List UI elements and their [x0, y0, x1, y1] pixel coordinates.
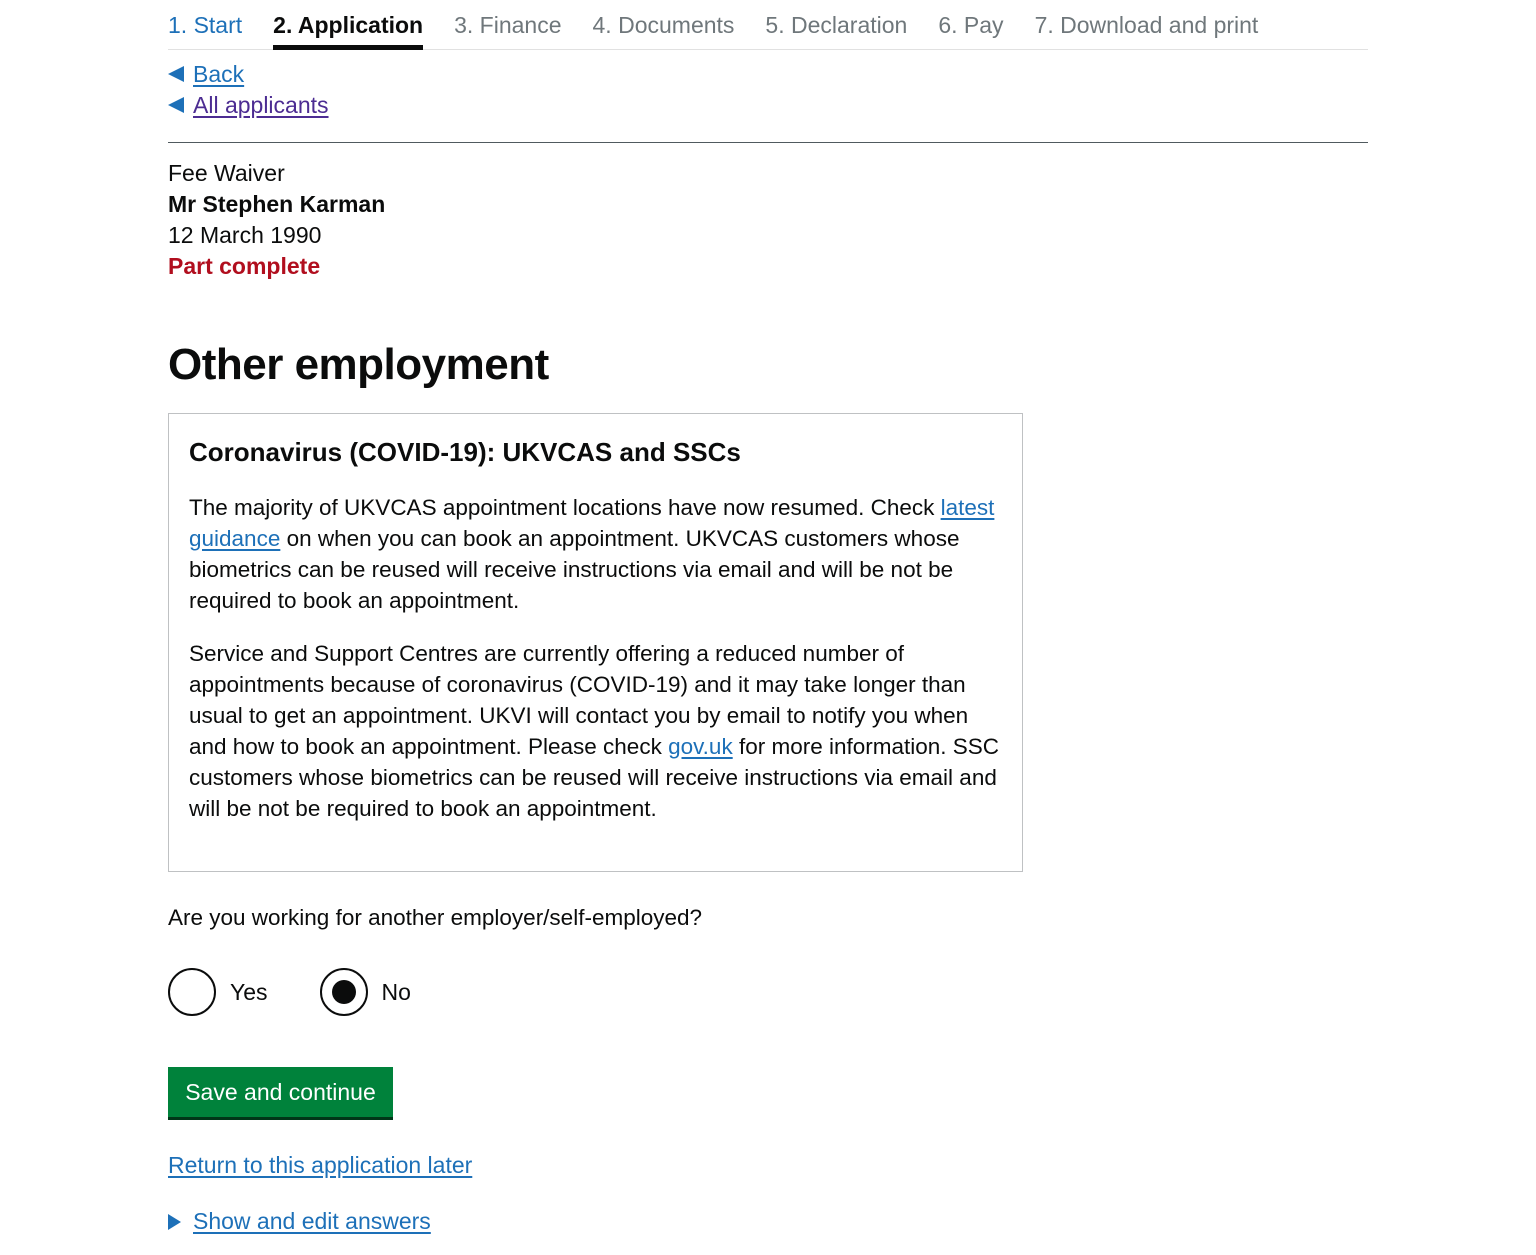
step-2: 2. Application [273, 0, 423, 50]
save-and-continue-button[interactable]: Save and continue [168, 1067, 393, 1117]
step-4: 4. Documents [592, 12, 735, 38]
covid-notice-panel [168, 413, 1023, 872]
step-5: 5. Declaration [765, 12, 908, 38]
expand-triangle-icon[interactable] [168, 1214, 181, 1230]
applicant-name: Mr Stephen Karman [168, 191, 386, 217]
steps-list [168, 0, 1368, 50]
back-link-row [168, 60, 244, 88]
radio-yes-circle[interactable] [168, 968, 216, 1016]
radio-option-no[interactable] [320, 968, 411, 1016]
employment-radio-group [168, 968, 463, 1016]
employment-question: Are you working for another employer/self-employed? [168, 905, 703, 930]
show-answers-toggle[interactable] [168, 1208, 431, 1235]
all-applicants-link[interactable]: All applicants [193, 92, 329, 118]
step-link[interactable]: 1. Start [168, 12, 243, 38]
page-title: Other employment [168, 340, 549, 389]
step-1 [168, 0, 242, 50]
return-later-link[interactable]: Return to this application later [168, 1152, 473, 1178]
radio-no-label[interactable]: No [381, 978, 411, 1005]
step-6: 6. Pay [938, 12, 1004, 38]
notice-text: The majority of UKVCAS appointment locations have now resumed. Check [189, 495, 941, 520]
step-7: 7. Download and print [1034, 12, 1259, 38]
application-type: Fee Waiver [168, 160, 285, 186]
all-applicants-link-row [168, 91, 329, 119]
back-arrow-icon [168, 66, 184, 82]
status-badge: Part complete [168, 253, 321, 279]
section-divider [168, 142, 1368, 143]
back-link[interactable]: Back [193, 61, 245, 87]
step-3: 3. Finance [454, 12, 562, 38]
back-arrow-icon [168, 97, 184, 113]
radio-yes-label[interactable]: Yes [230, 978, 268, 1005]
latest-guidance-link[interactable]: latest guidance [189, 495, 995, 551]
step-navigation [168, 0, 1368, 50]
applicant-summary [168, 158, 385, 282]
notice-paragraph-2 [189, 638, 1002, 824]
show-answers-link[interactable]: Show and edit answers [193, 1208, 431, 1234]
notice-heading: Coronavirus (COVID-19): UKVCAS and SSCs [189, 437, 741, 467]
notice-text: on when you can book an appointment. UKVCAS customers whose biometrics can be reused will receive instructions via email and will be not be required to book an appointment. [189, 526, 960, 613]
notice-paragraph-1 [189, 492, 1002, 616]
radio-no-circle[interactable] [320, 968, 368, 1016]
notice-text: Service and Support Centres are currently offering a reduced number of appointments because of coronavirus (COVID-19) and it may take longer than usual to get an appointment. UKVI will contact you by email to notify you when and how to book an appointment. Please check [189, 641, 969, 759]
radio-option-yes[interactable] [168, 968, 268, 1016]
applicant-dob: 12 March 1990 [168, 222, 322, 248]
gov-uk-link[interactable]: gov.uk [668, 734, 733, 759]
notice-text: for more information. SSC customers whose biometrics can be reused will receive instructions via email and will be not be required to book an appointment. [189, 734, 1000, 821]
